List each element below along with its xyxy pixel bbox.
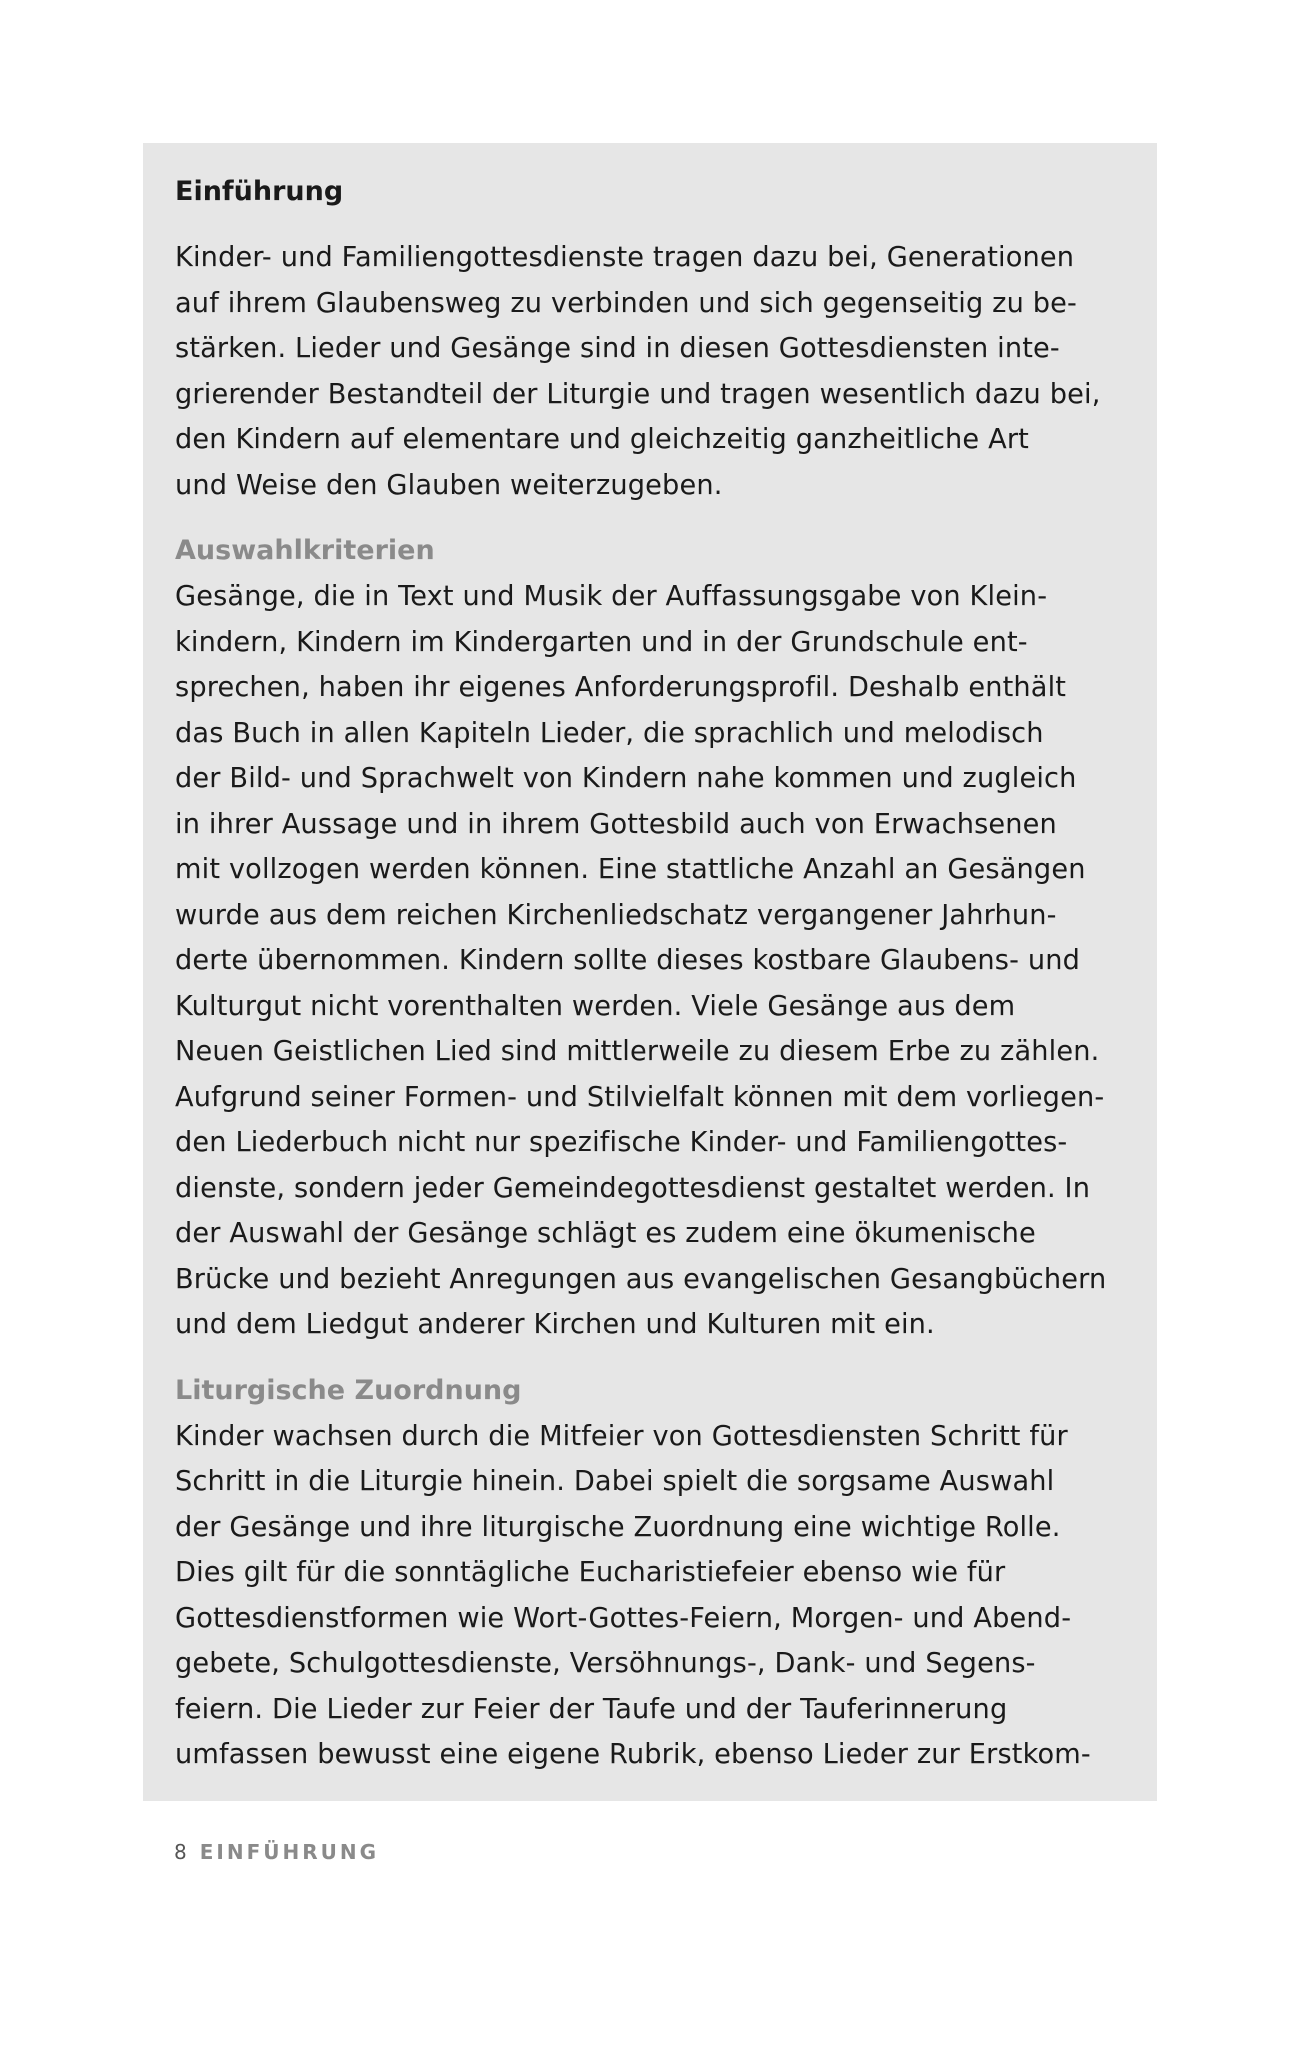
text-line: wurde aus dem reichen Kirchenliedschatz vergangener Jahrhun- [175, 899, 1057, 931]
text-line: grierender Bestandteil der Liturgie und tragen wesentlich dazu bei, [175, 378, 1101, 410]
text-line: den Kindern auf elementare und gleichzeitig ganzheitliche Art [175, 424, 1029, 455]
section-heading-liturgische-zuordnung: Liturgische Zuordnung [175, 1374, 522, 1406]
text-line: Kinder- und Familiengottesdienste tragen dazu bei, Generationen [175, 242, 1075, 273]
text-line: Gottesdienstformen wie Wort-Gottes-Feiern, Morgen- und Abend- [175, 1602, 1072, 1634]
text-line: dienste, sondern jeder Gemeindegottesdienst gestaltet werden. In [175, 1172, 1091, 1204]
text-line: Dies gilt für die sonntägliche Eucharistiefeier ebenso wie für [175, 1557, 1006, 1588]
section-heading-auswahlkriterien: Auswahlkriterien [175, 535, 435, 566]
text-line: gebete, Schulgottesdienste, Versöhnungs-, Dank- und Segens- [175, 1648, 1036, 1679]
text-line: und Weise den Glauben weiterzugeben. [175, 469, 723, 501]
text-line: umfassen bewusst eine eigene Rubrik, ebenso Lieder zur Erstkom- [175, 1739, 1091, 1770]
text-panel [143, 143, 1157, 1801]
page-footer [174, 1840, 379, 1864]
text-line: sprechen, haben ihr eigenes Anforderungsprofil. Deshalb enthält [175, 672, 1067, 703]
text-line: Neuen Geistlichen Lied sind mittlerweile zu diesem Erbe zu zählen. [175, 1036, 1100, 1067]
text-line: Brücke und bezieht Anregungen aus evangelischen Gesangbüchern [175, 1263, 1107, 1295]
text-line: der Bild- und Sprachwelt von Kindern nahe kommen und zugleich [175, 763, 1077, 794]
text-line: der Gesänge und ihre liturgische Zuordnung eine wichtige Rolle. [175, 1511, 1061, 1543]
text-line: mit vollzogen werden können. Eine stattliche Anzahl an Gesängen [175, 854, 1086, 885]
text-line: in ihrer Aussage und in ihrem Gottesbild auch von Erwachsenen [175, 808, 1057, 840]
liturgische-zuordnung-paragraph [175, 1414, 1125, 1778]
text-line: Kulturgut nicht vorenthalten werden. Viele Gesänge aus dem [175, 990, 1016, 1022]
text-line: der Auswahl der Gesänge schlägt es zudem eine ökumenische [175, 1218, 1036, 1249]
text-line: kindern, Kindern im Kindergarten und in der Grundschule ent- [175, 626, 1028, 658]
text-line: Aufgrund seiner Formen- und Stilvielfalt können mit dem vorliegen- [175, 1081, 1105, 1113]
page-number: 8 [174, 1840, 190, 1864]
running-head: EINFÜHRUNG [199, 1840, 380, 1864]
text-line: den Liederbuch nicht nur spezifische Kinder- und Familiengottes- [175, 1127, 1068, 1158]
text-line: und dem Liedgut anderer Kirchen und Kulturen mit ein. [175, 1309, 935, 1340]
text-line: derte übernommen. Kindern sollte dieses kostbare Glaubens- und [175, 945, 1080, 976]
text-line: das Buch in allen Kapiteln Lieder, die sprachlich und melodisch [175, 717, 1044, 749]
text-line: Schritt in die Liturgie hinein. Dabei spielt die sorgsame Auswahl [175, 1466, 1055, 1497]
text-line: Kinder wachsen durch die Mitfeier von Gottesdiensten Schritt für [175, 1420, 1068, 1452]
text-line: feiern. Die Lieder zur Feier der Taufe und der Tauferinnerung [175, 1693, 1008, 1725]
auswahlkriterien-paragraph [175, 574, 1125, 1348]
text-line: Gesänge, die in Text und Musik der Auffassungsgabe von Klein- [175, 581, 1048, 612]
chapter-heading: Einführung [175, 176, 344, 207]
intro-paragraph [175, 235, 1125, 508]
text-line: stärken. Lieder und Gesänge sind in diesen Gottesdiensten inte- [175, 333, 1060, 364]
text-line: auf ihrem Glaubensweg zu verbinden und sich gegenseitig zu be- [175, 287, 1078, 319]
